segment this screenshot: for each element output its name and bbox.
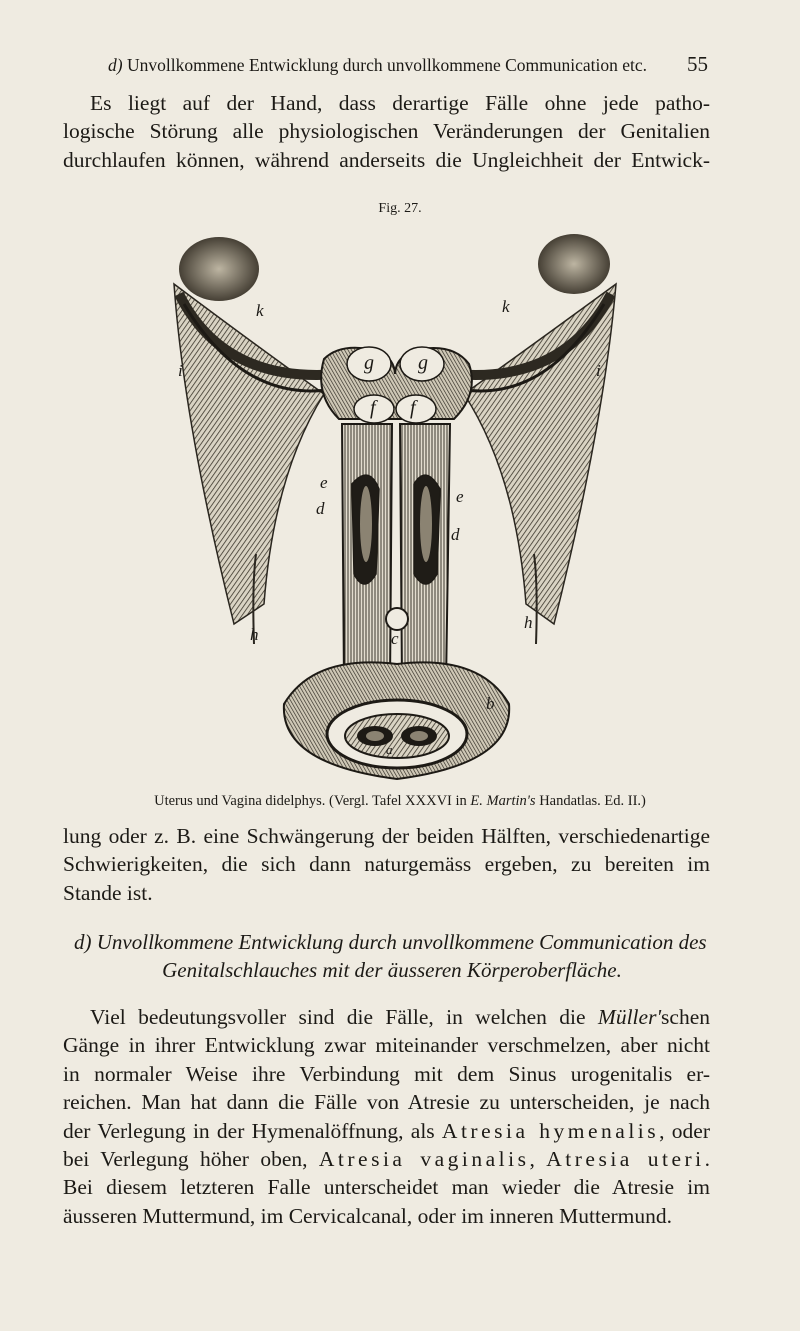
running-title-text: Unvollkommene Entwicklung durch unvollkommene Communication etc.	[126, 55, 647, 75]
term-atresia-vaginalis: Atresia vaginalis	[318, 1147, 530, 1172]
right-broad-ligament	[464, 284, 616, 624]
section-heading-line1: d) Unvollkommene Entwicklung durch unvollkommene Communication des	[74, 930, 707, 954]
figure-label: Fig. 27.	[378, 201, 422, 216]
label-b: b	[486, 694, 495, 713]
text-line: Stande ist.	[63, 880, 153, 905]
paragraph-continued	[63, 822, 710, 907]
section-marker: d)	[108, 55, 123, 75]
uterus-didelphys-drawing	[164, 224, 626, 786]
text-line: durchlaufen können, während anderseits die Ungleichheit der Entwick-	[63, 147, 710, 172]
term-atresia-uteri: Atresia uteri	[546, 1147, 705, 1172]
text-line: in normaler Weise ihre Verbindung mit dem Sinus urogenitalis er-	[63, 1061, 710, 1086]
paragraph-top	[63, 89, 710, 174]
left-ovary	[179, 237, 259, 301]
section-heading	[74, 928, 710, 984]
label-k-right: k	[502, 297, 510, 316]
label-h-left: h	[250, 625, 259, 644]
anatomical-illustration	[164, 224, 626, 786]
label-f-right: f	[410, 397, 416, 419]
running-header	[108, 52, 708, 77]
running-title	[108, 55, 647, 76]
paragraph-main	[63, 1003, 710, 1230]
text-line: Es liegt auf der Hand, dass derartige Fälle ohne jede patho-	[90, 91, 710, 115]
label-g-left: g	[364, 352, 374, 374]
label-c: c	[391, 629, 399, 648]
label-k-left: k	[256, 301, 264, 320]
label-a: a	[386, 742, 393, 757]
section-heading-line2: Genitalschlauches mit der äusseren Körperoberfläche.	[162, 958, 622, 982]
figure-caption: Uterus und Vagina didelphys. (Vergl. Tafel XXXVI in E. Martin's Handatlas. Ed. II.)	[154, 793, 646, 809]
text-line: lung oder z. B. eine Schwängerung der beiden Hälften, verschiedenartige	[63, 824, 710, 848]
label-d-left: d	[316, 499, 325, 518]
text-line: Bei diesem letzteren Falle unterscheidet man wieder die Atresie im	[63, 1175, 710, 1200]
left-broad-ligament	[174, 284, 324, 624]
right-ovary	[538, 234, 610, 294]
author-name: Müller'	[597, 1005, 662, 1029]
term-atresia-hymenalis: Atresia hymenalis	[441, 1118, 660, 1143]
label-d-right: d	[451, 525, 460, 544]
text-line: äusseren Muttermund, im Cervicalcanal, oder im inneren Muttermund.	[63, 1203, 672, 1228]
label-f-left: f	[370, 397, 376, 419]
label-g-right: g	[418, 352, 428, 374]
label-e-left: e	[320, 473, 328, 492]
text-line: logische Störung alle physiologischen Veränderungen der Genitalien	[63, 119, 710, 144]
label-i-right: i	[596, 361, 601, 380]
text-line: der Verlegung in der Hymenalöffnung, als Atresia hymenalis, oder	[63, 1118, 710, 1143]
text-line: Gänge in ihrer Entwicklung zwar miteinander verschmelzen, aber nicht	[63, 1033, 710, 1058]
text-line: bei Verlegung höher oben, Atresia vaginalis, Atresia uteri.	[63, 1147, 710, 1172]
page-number: 55	[687, 52, 708, 76]
label-h-right: h	[524, 613, 533, 632]
text-line: Viel bedeutungsvoller sind die Fälle, in welchen die Müller'schen	[90, 1005, 710, 1029]
text-line: Schwierigkeiten, die sich dann naturgemäss ergeben, zu bereiten im	[63, 852, 710, 877]
caption-author: E. Martin's	[470, 793, 536, 809]
label-e-right: e	[456, 487, 464, 506]
text-line: reichen. Man hat dann die Fälle von Atresie zu unterscheiden, je nach	[63, 1090, 710, 1115]
label-i-left: i	[178, 361, 183, 380]
